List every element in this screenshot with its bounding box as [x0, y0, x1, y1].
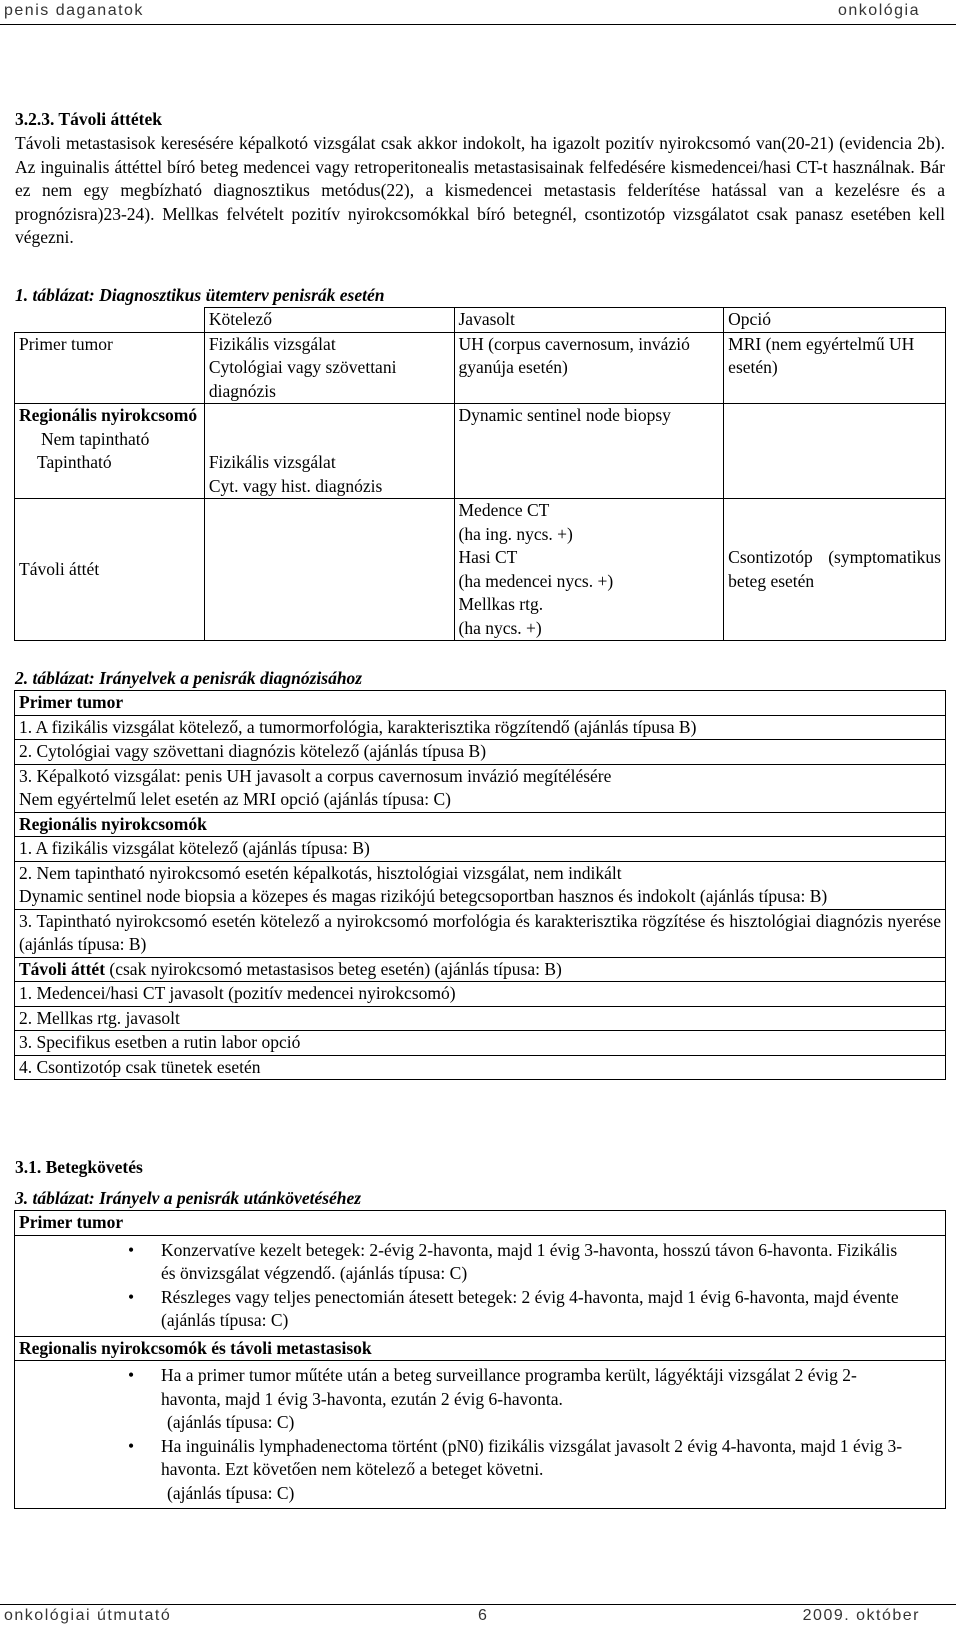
page-number: 6: [478, 1607, 489, 1624]
running-footer-left: onkológiai útmutató: [4, 1607, 172, 1624]
running-header-left: penis daganatok: [4, 2, 144, 19]
t3-regional-list: [15, 1361, 946, 1509]
header-rule: [0, 24, 956, 25]
t2-regional-1: 1. A fizikális vizsgálat kötelező (ajánlás típusa: B): [15, 837, 946, 862]
cell-distant-javasolt: Medence CT (ha ing. nycs. +) Hasi CT (ha medencei nycs. +) Mellkas rtg. (ha nycs. +): [454, 499, 724, 641]
t2-primer-title: Primer tumor: [15, 691, 946, 716]
table1-row-regional: [15, 404, 946, 499]
list-item: • Ha a primer tumor műtéte után a beteg surveillance programba került, lágyéktáji vizsgálat 2 évig 2-havonta, majd 1 évig 3-havonta, ezután 2 évig 6-havonta. (ajánlás típusa: C): [128, 1365, 857, 1432]
diagnostic-schedule-table: [14, 307, 946, 641]
t3-primer-title: Primer tumor: [15, 1211, 946, 1236]
row-label-regional: Regionális nyirokcsomó Nem tapintható Tapintható: [15, 404, 205, 499]
cell-primer-javasolt: UH (corpus cavernosum, invázió gyanúja esetén): [454, 332, 724, 404]
diagnosis-guidelines-table: [14, 690, 946, 1080]
t2-primer-2: 2. Cytológiai vagy szövettani diagnózis kötelező (ajánlás típusa B): [15, 740, 946, 765]
table2-caption: 2. táblázat: Irányelvek a penisrák diagnózisához: [15, 668, 363, 688]
t3-primer-list: [15, 1235, 946, 1336]
list-item: • Ha inguinális lymphadenectoma történt (pN0) fizikális vizsgálat javasolt 2 évig 4-havonta, majd 1 évig 3-havonta. Ezt követően nem kötelező a beteget követni. (ajánlás típusa: C): [128, 1435, 903, 1503]
t2-distant-4: 4. Csontizotóp csak tünetek esetén: [15, 1055, 946, 1080]
cell-distant-kotelezo: [204, 499, 454, 641]
t3-regional-title: Regionalis nyirokcsomók és távoli metastasisok: [15, 1336, 946, 1361]
list-item: • Részleges vagy teljes penectomián átesett betegek: 2 évig 4-havonta, majd 1 évig 6-havonta, majd évente (ajánlás típusa: C): [128, 1286, 899, 1330]
t2-primer-3: 3. Képalkotó vizsgálat: penis UH javasolt a corpus cavernosum invázió megítélésére Nem egyértelmű lelet esetén az MRI opció (ajánlás típusa: C): [15, 764, 946, 812]
cell-primer-opcio: MRI (nem egyértelmű UH esetén): [724, 332, 946, 404]
table1-caption: 1. táblázat: Diagnosztikus ütemterv penisrák esetén: [15, 285, 385, 305]
t2-regional-title: Regionális nyirokcsomók: [15, 812, 946, 837]
t2-primer-1: 1. A fizikális vizsgálat kötelező, a tumormorfológia, karakterisztika rögzítendő (ajánlás típusa B): [15, 715, 946, 740]
table1-row-primer: [15, 332, 946, 404]
cell-distant-opcio: Csontizotóp (symptomatikus beteg esetén: [724, 499, 946, 641]
bullet-icon: •: [128, 1286, 135, 1307]
bullet-icon: •: [128, 1365, 135, 1385]
running-footer-right: 2009. október: [802, 1607, 920, 1624]
col-header-opcio: Opció: [724, 308, 946, 333]
row-label-distant: Távoli áttét: [15, 499, 205, 641]
t2-distant-3: 3. Specifikus esetben a rutin labor opció: [15, 1031, 946, 1056]
row-label-primer: Primer tumor: [15, 332, 205, 404]
running-header-right: onkológia: [838, 2, 920, 19]
followup-guidelines-table: [14, 1210, 946, 1509]
cell-regional-kotelezo: Fizikális vizsgálat Cyt. vagy hist. diagnózis: [204, 404, 454, 499]
col-header-kotelezo: Kötelező: [204, 308, 454, 333]
section-heading-31: 3.1. Betegkövetés: [15, 1157, 143, 1177]
t2-distant-1: 1. Medencei/hasi CT javasolt (pozitív medencei nyirokcsomó): [15, 982, 946, 1007]
t2-regional-2: 2. Nem tapintható nyirokcsomó esetén képalkotás, hisztológiai vizsgálat, nem indikált Dynamic sentinel node biopsia a közepes és magas rizikójú betegcsoportban hasznos és indokolt (ajánlás típusa: B): [15, 861, 946, 909]
table1-header-row: [15, 308, 946, 333]
t2-distant-title: Távoli áttét (csak nyirokcsomó metastasisos beteg esetén) (ajánlás típusa: B): [15, 957, 946, 982]
cell-regional-opcio: [724, 404, 946, 499]
bullet-icon: •: [128, 1239, 135, 1260]
table1-row-distant: [15, 499, 946, 641]
t2-distant-2: 2. Mellkas rtg. javasolt: [15, 1006, 946, 1031]
col-header-javasolt: Javasolt: [454, 308, 724, 333]
table3-caption: 3. táblázat: Irányelv a penisrák utánkövetéséhez: [15, 1188, 362, 1208]
section-heading-323: 3.2.3. Távoli áttétek: [15, 109, 162, 129]
cell-primer-kotelezo: Fizikális vizsgálat Cytológiai vagy szövettani diagnózis: [204, 332, 454, 404]
footer-rule: [0, 1604, 956, 1605]
t2-regional-3: 3. Tapintható nyirokcsomó esetén kötelező a nyirokcsomó morfológia és karakterisztika rögzítése és hisztológiai diagnózis nyerése (ajánlás típusa: B): [15, 909, 946, 957]
section-323-paragraph: Távoli metastasisok keresésére képalkotó vizsgálat csak akkor indokolt, ha igazolt pozitív nyirokcsomó van(20-21) (evidencia 2b). Az inguinalis áttéttel bíró beteg medencei vagy retroperitonealis metastasisainak felfedésére kismedencei/hasi CT-t használnak. Bár ez nem egy megbízható diagnosztikus metódus(22), a kismedencei metastasis felderítése hatással van a kezelésre és a prognózisra)23-24). Mellkas felvételt pozitív nyirokcsomókkal bíró betegnél, csontizotóp vizsgálatot csak panasz esetében kell végezni.: [15, 133, 945, 247]
bullet-icon: •: [128, 1435, 135, 1456]
cell-regional-javasolt: Dynamic sentinel node biopsy: [454, 404, 724, 499]
list-item: • Konzervatíve kezelt betegek: 2-évig 2-havonta, majd 1 évig 3-havonta, hosszú távon 6-havonta. Fizikális és önvizsgálat végzendő. (ajánlás típusa: C): [128, 1239, 898, 1283]
